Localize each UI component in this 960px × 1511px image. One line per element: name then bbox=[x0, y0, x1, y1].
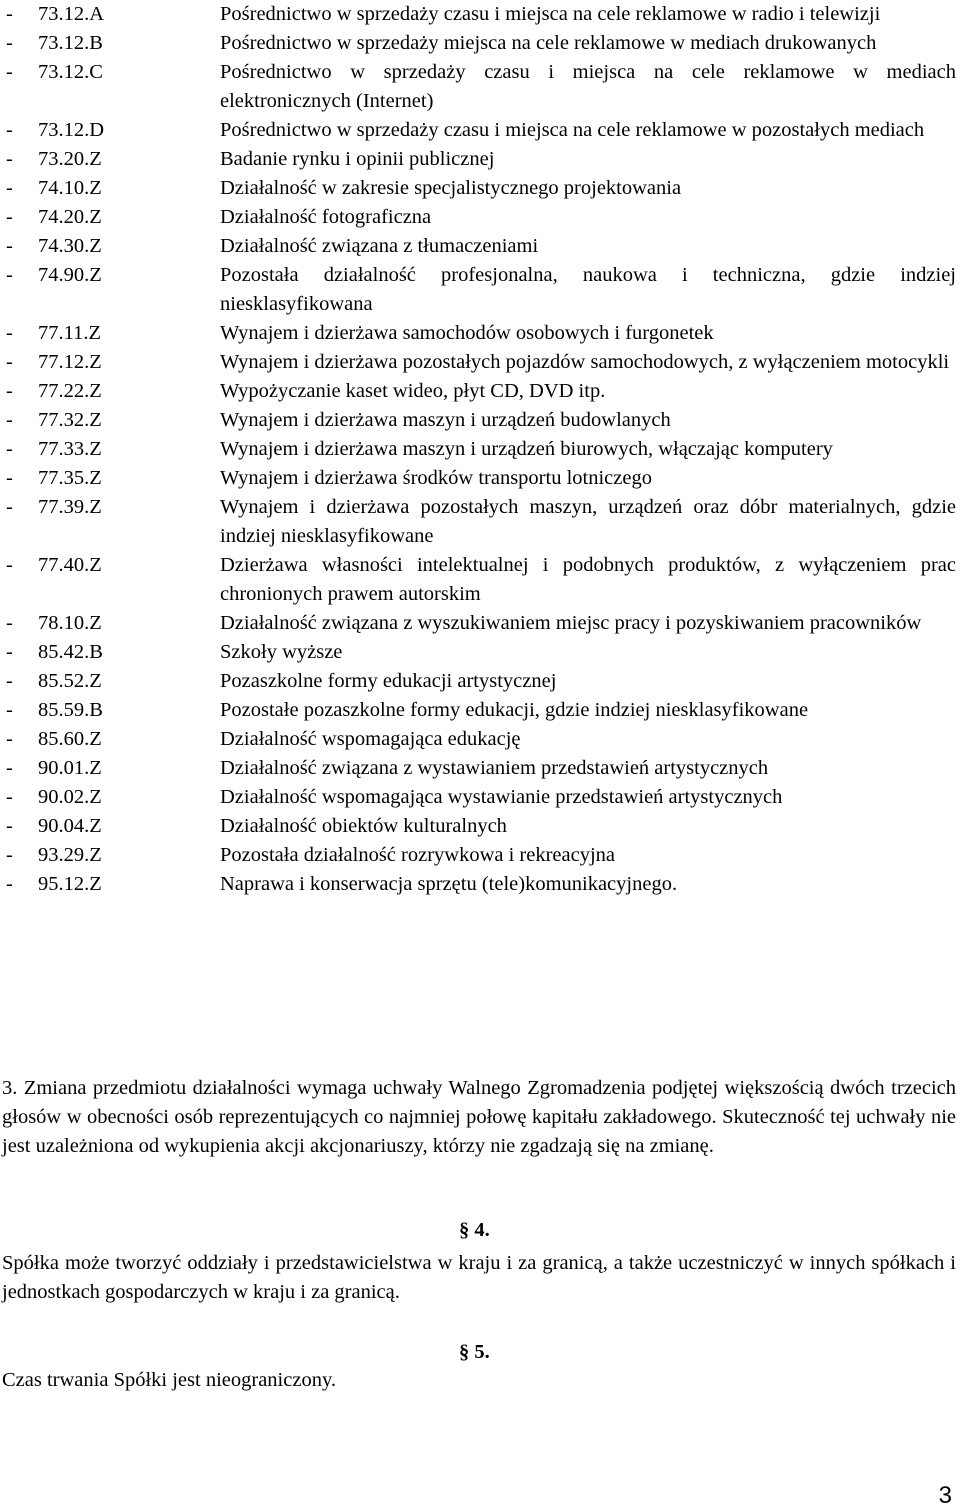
activity-code: 74.10.Z bbox=[38, 177, 102, 199]
list-item bbox=[0, 493, 958, 551]
section-number: 4. bbox=[474, 1219, 490, 1241]
list-item bbox=[0, 203, 958, 232]
list-item bbox=[0, 58, 958, 116]
activity-code: 73.20.Z bbox=[38, 148, 102, 170]
activity-code: 77.12.Z bbox=[38, 351, 102, 373]
activity-description: Wynajem i dzierżawa maszyn i urządzeń budowlanych bbox=[220, 409, 671, 431]
list-item bbox=[0, 406, 958, 435]
activity-code: 77.33.Z bbox=[38, 438, 102, 460]
list-dash: - bbox=[6, 612, 13, 634]
activity-description: Naprawa i konserwacja sprzętu (tele)komunikacyjnego. bbox=[220, 873, 678, 895]
list-item bbox=[0, 0, 958, 29]
list-dash: - bbox=[6, 409, 13, 431]
list-dash: - bbox=[6, 61, 13, 83]
activity-code: 85.42.B bbox=[38, 641, 103, 663]
activity-code: 90.02.Z bbox=[38, 786, 102, 808]
activity-description: Pozostałe pozaszkolne formy edukacji, gdzie indziej niesklasyfikowane bbox=[220, 699, 809, 721]
list-item bbox=[0, 464, 958, 493]
page-number: 3 bbox=[938, 1482, 952, 1509]
list-item bbox=[0, 29, 958, 58]
activity-description: Wypożyczanie kaset wideo, płyt CD, DVD itp. bbox=[220, 380, 606, 402]
activity-code: 85.59.B bbox=[38, 699, 103, 721]
list-dash: - bbox=[6, 554, 13, 576]
list-dash: - bbox=[6, 177, 13, 199]
activity-description: Działalność związana z wyszukiwaniem miejsc pracy i pozyskiwaniem pracowników bbox=[220, 612, 922, 634]
list-dash: - bbox=[6, 322, 13, 344]
list-dash: - bbox=[6, 380, 13, 402]
activity-code: 90.04.Z bbox=[38, 815, 102, 837]
list-dash: - bbox=[6, 148, 13, 170]
section-sign: § bbox=[459, 1341, 470, 1363]
activity-code: 78.10.Z bbox=[38, 612, 102, 634]
list-item bbox=[0, 261, 958, 319]
activity-code: 85.60.Z bbox=[38, 728, 102, 750]
activity-description: Wynajem i dzierżawa pozostałych pojazdów samochodowych, z wyłączeniem motocykli bbox=[220, 351, 950, 373]
activity-description: Pośrednictwo w sprzedaży czasu i miejsca na cele reklamowe w radio i telewizji bbox=[220, 3, 881, 25]
list-dash: - bbox=[6, 32, 13, 54]
list-item bbox=[0, 232, 958, 261]
section-number: 5. bbox=[474, 1341, 490, 1363]
list-item bbox=[0, 174, 958, 203]
activity-description: Pozaszkolne formy edukacji artystycznej bbox=[220, 670, 557, 692]
activity-description: Badanie rynku i opinii publicznej bbox=[220, 148, 495, 170]
list-item bbox=[0, 870, 958, 899]
list-dash: - bbox=[6, 728, 13, 750]
list-dash: - bbox=[6, 467, 13, 489]
activity-code: 77.35.Z bbox=[38, 467, 102, 489]
list-dash: - bbox=[6, 496, 13, 518]
paragraph-4: Spółka może tworzyć oddziały i przedstawicielstwa w kraju i za granicą, a także uczestniczyć w innych spółkach i jednostkach gospodarczych w kraju i za granicą. bbox=[2, 1252, 956, 1303]
list-item bbox=[0, 377, 958, 406]
list-item bbox=[0, 116, 958, 145]
activity-code: 73.12.C bbox=[38, 61, 103, 83]
list-dash: - bbox=[6, 873, 13, 895]
list-dash: - bbox=[6, 206, 13, 228]
activity-description: Wynajem i dzierżawa maszyn i urządzeń biurowych, włączając komputery bbox=[220, 438, 833, 460]
list-item bbox=[0, 783, 958, 812]
activity-description: Pośrednictwo w sprzedaży czasu i miejsca na cele reklamowe w mediach elektronicznych (Internet) bbox=[220, 61, 956, 112]
activity-description: Działalność związana z tłumaczeniami bbox=[220, 235, 539, 257]
list-dash: - bbox=[6, 235, 13, 257]
list-dash: - bbox=[6, 3, 13, 25]
list-dash: - bbox=[6, 351, 13, 373]
list-dash: - bbox=[6, 670, 13, 692]
activity-code: 85.52.Z bbox=[38, 670, 102, 692]
activity-description: Pośrednictwo w sprzedaży miejsca na cele reklamowe w mediach drukowanych bbox=[220, 32, 877, 54]
activity-description: Działalność obiektów kulturalnych bbox=[220, 815, 507, 837]
list-item bbox=[0, 812, 958, 841]
list-dash: - bbox=[6, 786, 13, 808]
list-dash: - bbox=[6, 641, 13, 663]
list-dash: - bbox=[6, 119, 13, 141]
activity-code: 73.12.B bbox=[38, 32, 103, 54]
list-item bbox=[0, 638, 958, 667]
activity-code: 77.40.Z bbox=[38, 554, 102, 576]
activity-description: Pośrednictwo w sprzedaży czasu i miejsca na cele reklamowe w pozostałych mediach bbox=[220, 119, 925, 141]
list-dash: - bbox=[6, 264, 13, 286]
activity-description: Działalność wspomagająca edukację bbox=[220, 728, 521, 750]
activity-description: Działalność w zakresie specjalistycznego projektowania bbox=[220, 177, 682, 199]
activity-code: 74.30.Z bbox=[38, 235, 102, 257]
activity-description: Dzierżawa własności intelektualnej i podobnych produktów, z wyłączeniem prac chronionych prawem autorskim bbox=[220, 554, 956, 605]
list-item bbox=[0, 319, 958, 348]
list-item bbox=[0, 551, 958, 609]
list-dash: - bbox=[6, 815, 13, 837]
activity-description: Działalność wspomagająca wystawianie przedstawień artystycznych bbox=[220, 786, 783, 808]
activity-code: 95.12.Z bbox=[38, 873, 102, 895]
activity-code: 73.12.A bbox=[38, 3, 105, 25]
activity-description: Działalność fotograficzna bbox=[220, 206, 432, 228]
activity-code: 77.32.Z bbox=[38, 409, 102, 431]
activity-description: Pozostała działalność profesjonalna, naukowa i techniczna, gdzie indziej niesklasyfikowana bbox=[220, 264, 956, 315]
section-sign: § bbox=[459, 1219, 470, 1241]
list-item bbox=[0, 435, 958, 464]
list-dash: - bbox=[6, 438, 13, 460]
activity-description: Szkoły wyższe bbox=[220, 641, 343, 663]
activity-code: 77.22.Z bbox=[38, 380, 102, 402]
activity-code: 73.12.D bbox=[38, 119, 105, 141]
paragraph-3: 3. Zmiana przedmiotu działalności wymaga uchwały Walnego Zgromadzenia podjętej większością dwóch trzecich głosów w obecności osób reprezentujących co najmniej połowę kapitału zakładowego. Skuteczność tej uchwały nie jest uzależniona od wykupienia akcji akcjonariuszy, którzy nie zgadzają się na zmianę. bbox=[2, 1077, 956, 1157]
section-5-heading bbox=[459, 1338, 490, 1367]
activity-code: 74.20.Z bbox=[38, 206, 102, 228]
activity-code: 74.90.Z bbox=[38, 264, 102, 286]
activity-description: Działalność związana z wystawianiem przedstawień artystycznych bbox=[220, 757, 769, 779]
list-item bbox=[0, 841, 958, 870]
list-item bbox=[0, 696, 958, 725]
activity-code: 90.01.Z bbox=[38, 757, 102, 779]
activity-code: 77.39.Z bbox=[38, 496, 102, 518]
activity-description: Pozostała działalność rozrywkowa i rekreacyjna bbox=[220, 844, 616, 866]
activity-description: Wynajem i dzierżawa środków transportu lotniczego bbox=[220, 467, 652, 489]
list-dash: - bbox=[6, 844, 13, 866]
list-item bbox=[0, 725, 958, 754]
activity-description: Wynajem i dzierżawa samochodów osobowych i furgonetek bbox=[220, 322, 714, 344]
list-dash: - bbox=[6, 699, 13, 721]
list-item bbox=[0, 667, 958, 696]
list-item bbox=[0, 145, 958, 174]
activity-code: 93.29.Z bbox=[38, 844, 102, 866]
paragraph-5: Czas trwania Spółki jest nieograniczony. bbox=[2, 1369, 336, 1391]
activity-description: Wynajem i dzierżawa pozostałych maszyn, urządzeń oraz dóbr materialnych, gdzie indziej niesklasyfikowane bbox=[220, 496, 956, 547]
list-item bbox=[0, 609, 958, 638]
activity-code: 77.11.Z bbox=[38, 322, 102, 344]
list-item bbox=[0, 348, 958, 377]
list-dash: - bbox=[6, 757, 13, 779]
list-item bbox=[0, 754, 958, 783]
section-4-heading bbox=[459, 1216, 490, 1245]
